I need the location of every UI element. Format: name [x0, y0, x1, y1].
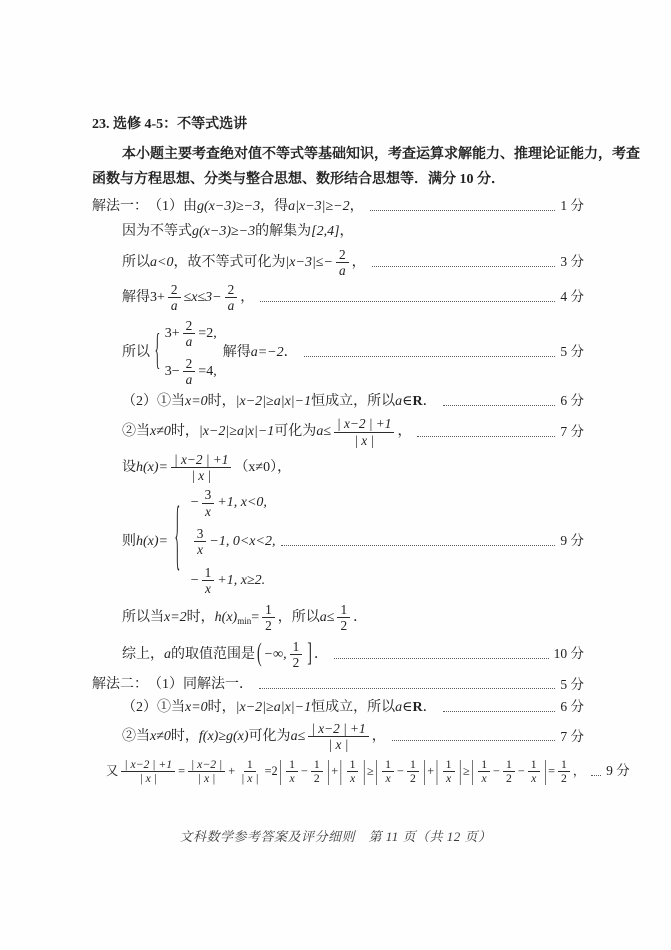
- fraction: [337, 602, 350, 634]
- section-title-text: 23. 选修 4-5：不等式选讲: [92, 117, 248, 132]
- intro-text-1: 本小题主要考查绝对值不等式等基础知识，考查运算求解能力、推理论证能力，考查: [122, 146, 640, 162]
- text-run: 时，: [186, 610, 215, 626]
- text-run: 所以: [122, 254, 150, 270]
- text-run: （x≠0），: [234, 459, 292, 475]
- abs-bar: |: [327, 754, 330, 786]
- text-run: 时，: [207, 393, 236, 409]
- piecewise-case: [191, 526, 276, 558]
- sol2-label: 解法二：: [92, 677, 148, 693]
- leader-dots: [392, 740, 556, 741]
- fraction-numerator: 2: [183, 318, 196, 334]
- math-run: x≠0: [150, 424, 171, 440]
- score-label: 7 分: [560, 728, 584, 744]
- sol1-step4: [92, 282, 584, 314]
- fraction: [336, 247, 349, 279]
- math-run: −∞,: [263, 646, 287, 662]
- text-run: 可化为: [248, 729, 291, 745]
- fraction: [188, 758, 225, 786]
- fraction-denominator: x: [197, 542, 204, 558]
- fraction-denominator: a: [185, 333, 193, 349]
- fraction-denominator: | x |: [354, 432, 375, 448]
- fraction-numerator: 1: [337, 602, 350, 618]
- math-run: [2,4]: [311, 224, 340, 239]
- left-brace: {: [174, 498, 181, 583]
- math-run-bold-R: R: [412, 393, 423, 409]
- abs-bar: |: [471, 754, 474, 786]
- text-run: ，: [240, 290, 255, 306]
- score-label: 1 分: [560, 197, 584, 213]
- fraction-numerator: 1: [407, 758, 419, 772]
- text-run: 时，: [170, 424, 199, 440]
- fraction-denominator: x: [385, 772, 391, 786]
- math-run: a∈: [395, 699, 413, 715]
- math-run: |x−2|≥a|x|−1: [235, 699, 312, 715]
- score-label: 3 分: [560, 253, 584, 269]
- text-run: 解得: [122, 290, 150, 306]
- math-run: h(x): [214, 610, 238, 626]
- leader-dots: [443, 711, 556, 712]
- fraction-denominator: 2: [292, 654, 300, 670]
- text-run: ，得: [260, 198, 289, 214]
- fraction-denominator: 2: [265, 618, 272, 634]
- equals-sign: =: [548, 764, 555, 778]
- fraction-numerator: 1: [286, 758, 298, 772]
- math-run: h(x)=: [136, 459, 168, 475]
- fraction-denominator: | x |: [241, 772, 259, 786]
- score-label: 4 分: [560, 289, 584, 305]
- score-label: 10 分: [553, 645, 584, 661]
- minus-sign: −: [300, 764, 308, 778]
- fraction-denominator: 2: [340, 618, 348, 634]
- text-run: 所以当: [122, 610, 164, 626]
- math-run: x=0: [185, 393, 208, 409]
- abs-bar: |: [362, 754, 366, 786]
- abs-bar: |: [423, 754, 426, 786]
- fraction-numerator: | x−2 | +1: [308, 721, 368, 737]
- text-run: 则: [122, 533, 136, 549]
- sol2-step3: [92, 721, 584, 753]
- text-run: 解得: [222, 344, 251, 360]
- math-run: =: [251, 610, 260, 626]
- leader-dots: [417, 436, 555, 437]
- fraction-numerator: 1: [202, 565, 215, 581]
- text-run: （2）①当: [122, 699, 185, 715]
- score-label: 5 分: [560, 676, 584, 692]
- sol2-step4: [92, 754, 630, 786]
- score-label: 9 分: [560, 533, 584, 549]
- sol1-step5: [92, 318, 584, 388]
- sol1-step9: [92, 487, 584, 596]
- fraction-denominator: a: [227, 298, 235, 314]
- piecewise-cases: [191, 487, 276, 596]
- math-run: x=2: [164, 610, 187, 626]
- math-run: a|x−3|≥−2: [288, 198, 350, 214]
- leader-dots: [370, 210, 556, 211]
- plus-sign: +: [427, 764, 435, 778]
- equals-sign: =: [178, 764, 186, 778]
- score-label: 6 分: [560, 393, 584, 409]
- math-run: x=0: [185, 699, 208, 715]
- text-run: ，: [351, 254, 366, 270]
- fraction-denominator: x: [205, 503, 211, 519]
- fraction-denominator: 2: [313, 772, 320, 786]
- subscript-min: min: [237, 616, 252, 627]
- abs-bar: |: [459, 754, 462, 786]
- fraction-numerator: 2: [168, 282, 181, 298]
- math-run: 3+: [164, 325, 180, 341]
- math-run: |x−2|≥a|x|−1: [235, 393, 312, 409]
- text-run: 又: [106, 764, 119, 778]
- text-run: 的解集为: [255, 224, 312, 239]
- math-run: g(x−3)≥−3: [192, 224, 256, 239]
- text-run: ．: [422, 699, 437, 715]
- fraction: [262, 602, 275, 634]
- score-label: 5 分: [560, 344, 584, 360]
- minus-sign: −: [493, 764, 500, 778]
- fraction-numerator: 1: [558, 758, 570, 772]
- fraction-numerator: | x−2 | +1: [334, 416, 394, 432]
- math-run: 3−: [164, 364, 180, 380]
- fraction: [407, 758, 419, 786]
- fraction-numerator: 1: [262, 602, 275, 618]
- fraction-numerator: 3: [202, 487, 215, 503]
- abs-bar: |: [375, 754, 378, 786]
- fraction-denominator: a: [170, 298, 178, 314]
- fraction: [382, 758, 394, 786]
- math-run: a≤: [319, 610, 335, 626]
- fraction-numerator: 2: [183, 356, 196, 372]
- math-run: h(x)=: [136, 533, 168, 549]
- piecewise-case: [191, 487, 276, 519]
- math-run: |x−2|≥a|x|−1: [198, 424, 275, 440]
- fraction: [528, 758, 540, 786]
- equation-system: [165, 318, 217, 388]
- sol1-step6: [92, 393, 584, 411]
- fraction-denominator: | x |: [197, 772, 216, 786]
- fraction-numerator: 2: [336, 247, 349, 263]
- system-row: [165, 356, 217, 388]
- fraction-numerator: 1: [528, 758, 540, 772]
- leader-dots: [372, 266, 556, 267]
- fraction: [202, 565, 215, 597]
- text-run: ，: [397, 424, 412, 440]
- math-run: +1, x≥2.: [217, 572, 266, 588]
- text-run: ②当: [122, 729, 150, 745]
- fraction: [286, 758, 298, 786]
- fraction: [183, 318, 196, 350]
- equals-sign: =: [264, 764, 272, 778]
- text-run: 综上，: [122, 646, 164, 662]
- sol1-step3: [92, 247, 584, 279]
- fraction: [558, 758, 570, 786]
- fraction: [311, 758, 323, 786]
- text-run: ．: [283, 344, 298, 360]
- text-run: 时，: [170, 729, 199, 745]
- sol2-step1: [92, 676, 584, 694]
- intro-line-1: [92, 146, 640, 164]
- score-label: 6 分: [560, 699, 584, 714]
- math-run: f(x)≥g(x): [198, 729, 249, 745]
- page-footer: [0, 826, 671, 845]
- fraction-denominator: x: [205, 580, 211, 596]
- fraction: [194, 526, 207, 558]
- fraction-denominator: x: [349, 772, 356, 786]
- fraction: [308, 721, 368, 753]
- text-run: ．: [353, 610, 368, 626]
- text-run: ，: [339, 224, 354, 239]
- text-run: ，: [371, 729, 386, 745]
- leader-dots: [334, 658, 549, 659]
- text-run: （2）①当: [122, 393, 185, 409]
- abs-bar: |: [544, 754, 547, 786]
- math-run: g(x−3)≥−3: [197, 198, 261, 214]
- sol1-step1: [92, 198, 584, 216]
- text-run: 恒成立，所以: [311, 699, 396, 715]
- fraction: [443, 758, 455, 786]
- fraction: [478, 758, 490, 786]
- fraction: [290, 639, 303, 671]
- right-bracket: ]: [307, 639, 312, 669]
- fraction: [334, 416, 394, 448]
- fraction: [225, 282, 238, 314]
- left-paren: (: [257, 639, 262, 669]
- plus-sign: +: [331, 764, 339, 778]
- math-run: a<0: [150, 254, 174, 270]
- text-run: ②当: [122, 424, 150, 440]
- score-label: 7 分: [560, 423, 584, 439]
- leader-dots: [443, 405, 556, 406]
- fraction: [238, 758, 261, 786]
- math-run: a≤: [316, 424, 331, 440]
- text-run: ，: [572, 764, 586, 778]
- sol1-step2: [92, 223, 584, 241]
- fraction-denominator: x: [289, 772, 295, 786]
- math-run: a=−2: [250, 344, 284, 360]
- fraction-numerator: | x−2 | +1: [171, 452, 231, 468]
- coefficient-two: 2: [271, 764, 278, 778]
- left-brace: {: [154, 328, 161, 376]
- piecewise-case: [191, 565, 276, 597]
- plus-sign: +: [228, 764, 236, 778]
- fraction-denominator: | x |: [139, 772, 157, 786]
- math-run: −: [190, 572, 199, 588]
- fraction: [183, 356, 196, 388]
- fraction-denominator: a: [338, 262, 346, 278]
- math-run: −: [190, 495, 199, 511]
- math-run-bold-R: R: [412, 699, 423, 715]
- text-run: 的取值范围是: [171, 646, 255, 662]
- fraction-denominator: | x |: [328, 737, 349, 753]
- system-row: [165, 318, 217, 350]
- math-run: a≤: [290, 729, 306, 745]
- fraction-numerator: | x−2 | +1: [121, 758, 175, 772]
- sol2-step2: [92, 699, 584, 717]
- text-run: 可化为: [274, 424, 317, 440]
- leader-dots: [281, 545, 555, 546]
- text-run: 因为不等式: [122, 224, 192, 239]
- fraction-numerator: 3: [194, 526, 207, 542]
- text-run: ．: [313, 646, 328, 662]
- minus-sign: −: [517, 764, 525, 778]
- math-run: 3+: [150, 290, 165, 306]
- fraction: [121, 758, 175, 786]
- fraction-denominator: 2: [561, 772, 567, 786]
- score-label: 9 分: [606, 763, 630, 779]
- text-run: ，所以: [277, 610, 320, 626]
- fraction-numerator: 1: [443, 758, 455, 772]
- fraction: [168, 282, 181, 314]
- section-title: [92, 116, 584, 134]
- minus-sign: −: [397, 764, 404, 778]
- math-run: =2,: [198, 325, 217, 341]
- math-run: |x−3|≤−: [285, 254, 333, 270]
- math-run: =4,: [198, 364, 217, 380]
- fraction-numerator: | x−2 |: [188, 758, 225, 772]
- leader-dots: [260, 301, 555, 302]
- math-run: +1, x<0,: [217, 495, 267, 511]
- sol1-step7: [92, 416, 584, 448]
- math-run: −1, 0<x<2,: [209, 533, 276, 549]
- fraction-numerator: 2: [225, 282, 238, 298]
- fraction-denominator: 2: [505, 772, 512, 786]
- geq-sign: ≥: [366, 764, 374, 778]
- intro-text-2: 函数与方程思想、分类与整合思想、数形结合思想等．满分 10 分．: [92, 172, 505, 187]
- fraction: [347, 758, 359, 786]
- text-run: ，故不等式可化为: [173, 254, 286, 270]
- fraction-denominator: 2: [409, 772, 416, 786]
- fraction-numerator: 1: [347, 758, 359, 772]
- sol1-step8: [92, 452, 584, 484]
- text-run: ．: [422, 393, 437, 409]
- sol1-step10: [92, 602, 584, 634]
- text-run: （1）由: [148, 198, 197, 214]
- math-run: x≠0: [150, 729, 171, 745]
- fraction-denominator: x: [481, 772, 487, 786]
- footer-text: 文科数学参考答案及评分细则 第 11 页（共 12 页）: [179, 829, 492, 844]
- text-run: 设: [122, 459, 136, 475]
- fraction-numerator: 1: [478, 758, 490, 772]
- abs-bar: |: [279, 754, 282, 786]
- fraction-denominator: x: [445, 772, 452, 786]
- fraction-denominator: x: [531, 772, 537, 786]
- fraction-numerator: 1: [244, 758, 256, 772]
- text-run: 恒成立，所以: [311, 393, 396, 409]
- sol1-label: 解法一：: [92, 198, 148, 214]
- fraction-denominator: a: [185, 372, 193, 388]
- leader-dots: [304, 356, 556, 357]
- fraction-numerator: 1: [311, 758, 323, 772]
- abs-bar: |: [435, 754, 439, 786]
- math-run: ≤x≤3−: [183, 290, 222, 306]
- fraction-denominator: | x |: [191, 468, 212, 484]
- text-run: 时，: [207, 699, 236, 715]
- fraction: [202, 487, 215, 519]
- fraction-numerator: 1: [503, 758, 515, 772]
- leader-dots: [591, 775, 601, 776]
- fraction-numerator: 1: [382, 758, 394, 772]
- math-run: a: [164, 646, 171, 662]
- intro-line-2: [92, 171, 584, 189]
- leader-dots: [259, 688, 555, 689]
- sol1-step11: [92, 639, 584, 671]
- abs-bar: |: [339, 754, 343, 786]
- geq-sign: ≥: [462, 764, 470, 778]
- text-run: （1）同解法一．: [148, 677, 253, 693]
- answer-content: [92, 116, 640, 786]
- fraction-numerator: 1: [290, 639, 303, 655]
- math-run: a∈: [395, 393, 413, 409]
- fraction: [503, 758, 515, 786]
- fraction: [171, 452, 231, 484]
- text-run: 所以: [122, 344, 150, 360]
- text-run: ，: [349, 198, 364, 214]
